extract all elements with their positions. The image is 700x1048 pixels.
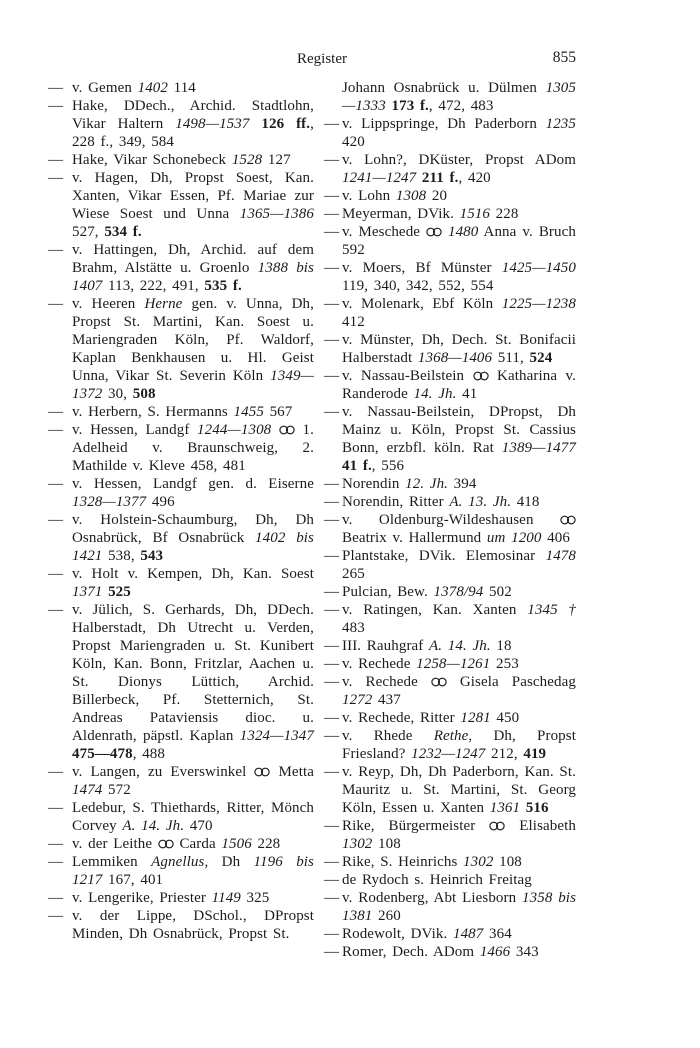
entry-text: v. Lippspringe, Dh Paderborn — [342, 116, 546, 132]
entry-text-italic: 1241—1247 — [342, 170, 417, 186]
entry-text: v. Rechede — [342, 674, 431, 690]
entry-text — [271, 422, 279, 438]
entry-text-italic: 1361 — [489, 800, 521, 816]
entry-text: Metta — [270, 764, 314, 780]
entry-text: Anna v. Bruch 592 — [342, 224, 576, 258]
entry-dash: — — [324, 188, 340, 204]
entry-dash: — — [324, 512, 340, 528]
entry-dash: — — [48, 908, 64, 924]
entry-text: v. Lengerike, Priester — [72, 890, 212, 906]
entry-text: Hake, Vikar Schonebeck — [72, 152, 232, 168]
index-entry — [324, 673, 576, 709]
marriage-symbol-icon — [473, 371, 489, 381]
index-entry — [324, 187, 576, 205]
entry-text-italic: 1388 bis 1407 — [72, 260, 314, 294]
entry-dash: — — [48, 80, 64, 96]
index-entry — [324, 817, 576, 853]
index-entry — [324, 943, 576, 961]
entry-dash: — — [324, 548, 340, 564]
entry-text: v. Nassau-Beilstein, DPropst, Dh Mainz u. Köln, Propst St. Cassius Bonn, erzbfl. köln. Rat — [342, 404, 576, 456]
entry-page-ref-bold: 534 f. — [104, 224, 142, 240]
entry-text: 418 — [511, 494, 540, 510]
entry-text: v. Gemen — [72, 80, 138, 96]
index-entry — [48, 907, 314, 943]
entry-dash: — — [324, 674, 340, 690]
entry-text: 228 — [251, 836, 281, 852]
page-header-title: Register — [297, 51, 347, 67]
index-entry — [324, 709, 576, 727]
entry-page-ref-bold: 543 — [140, 548, 164, 564]
entry-dash: — — [324, 602, 340, 618]
index-entry — [48, 889, 314, 907]
entry-page-ref-bold: 525 — [108, 584, 131, 600]
entry-text: 527, — [72, 224, 105, 240]
entry-text: , 488 — [132, 746, 166, 762]
entry-text: v. Meschede — [342, 224, 427, 240]
entry-dash: — — [324, 944, 340, 960]
entry-dash: — — [48, 512, 64, 528]
entry-text: 167, 401 — [102, 872, 164, 888]
index-columns — [48, 79, 576, 961]
entry-text: Hake, DDech., Archid. Stadtlohn, Vikar Haltern — [72, 98, 314, 132]
index-entry — [48, 565, 314, 601]
entry-text: v. Rechede, Ritter — [342, 710, 461, 726]
index-entry — [324, 223, 576, 259]
entry-text: 364 — [483, 926, 512, 942]
entry-text-italic: 1365—1386 — [239, 206, 314, 222]
entry-page-ref-bold: 516 — [525, 800, 549, 816]
entry-text-italic: 1474 — [72, 782, 103, 798]
marriage-symbol-icon — [254, 767, 270, 777]
index-entry — [48, 151, 314, 169]
entry-dash: — — [48, 296, 64, 312]
page-number: 855 — [552, 49, 576, 66]
entry-text: 406 — [541, 530, 570, 546]
entry-text: v. Lohn?, DKüster, Propst ADom — [342, 152, 576, 168]
entry-text: v. Jülich, S. Gerhards, Dh, DDech. Halberstadt, Dh Utrecht u. Verden, Propst Mariengraden u. St. Kunibert Köln, Kan. Bonn, Fritzlar, Aachen u. St. Dionys Lüttich, Archid. Billerbeck, Pf. Stetternich, St. Andreas Pataviensis dioc. u. Aldenrath, päpstl. Kaplan — [72, 602, 314, 744]
entry-text-italic: 1480 — [447, 224, 479, 240]
entry-dash: — — [324, 764, 340, 780]
entry-dash: — — [324, 818, 340, 834]
entry-dash: — — [324, 116, 340, 132]
entry-text-italic: 1232—1247 — [411, 746, 486, 762]
entry-dash: — — [324, 152, 340, 168]
entry-text: 496 — [146, 494, 175, 510]
entry-text: 127 — [262, 152, 291, 168]
entry-text: 18 — [490, 638, 512, 654]
entry-text-italic: Rethe — [433, 728, 469, 744]
entry-text-italic: A. 14. Jh. — [429, 638, 491, 654]
entry-dash: — — [324, 584, 340, 600]
entry-dash: — — [48, 152, 64, 168]
entry-text: Rike, Bürgermeister — [342, 818, 490, 834]
entry-text: , Dh — [204, 854, 254, 870]
entry-text: 260 — [372, 908, 401, 924]
entry-page-ref-bold: 419 — [523, 746, 547, 762]
entry-text-italic: 1281 — [460, 710, 491, 726]
entry-text: 420 — [342, 134, 365, 150]
entry-dash: — — [324, 872, 340, 888]
entry-text: Johann Osnabrück u. Dülmen — [342, 80, 546, 96]
index-entry — [48, 295, 314, 403]
index-entry — [324, 331, 576, 367]
entry-text-italic: 1258—1261 — [416, 656, 491, 672]
entry-text: v. Hattingen, Dh, Archid. auf dem Brahm, Alstätte u. Groenlo — [72, 242, 314, 276]
index-entry — [48, 835, 314, 853]
entry-text-italic: 1466 — [479, 944, 511, 960]
entry-text: 108 — [493, 854, 522, 870]
entry-text: 114 — [168, 80, 196, 96]
entry-dash: — — [324, 728, 340, 744]
entry-dash: — — [48, 242, 64, 258]
entry-text: 483 — [342, 620, 365, 636]
entry-dash: — — [48, 98, 64, 114]
entry-text-italic: 1358 bis 1381 — [342, 890, 577, 924]
entry-dash: — — [48, 890, 64, 906]
entry-text: v. Heeren — [72, 296, 145, 312]
entry-text: 470 — [184, 818, 213, 834]
entry-dash: — — [48, 170, 64, 186]
entry-text: v. Nassau-Beilstein — [342, 368, 473, 384]
entry-text: v. Hessen, Landgf — [72, 422, 198, 438]
entry-text-italic: 1425—1450 — [501, 260, 576, 276]
entry-text: v. Oldenburg-Wildeshausen — [342, 512, 560, 528]
entry-text: 20 — [426, 188, 448, 204]
entry-text-italic: 1328—1377 — [72, 494, 147, 510]
entry-dash: — — [324, 926, 340, 942]
entry-text: v. Rhede — [342, 728, 434, 744]
entry-text-italic: 1345 † — [527, 602, 576, 618]
entry-text-italic: 1308 — [395, 188, 427, 204]
entry-text-italic: 1302 — [463, 854, 494, 870]
entry-text-italic: 1455 — [233, 404, 264, 420]
index-entry — [324, 151, 576, 187]
entry-dash: — — [324, 638, 340, 654]
entry-page-ref-bold: 524 — [529, 350, 553, 366]
marriage-symbol-icon — [489, 821, 505, 831]
index-entry — [324, 115, 576, 151]
entry-text: Norendin, Ritter — [342, 494, 450, 510]
entry-text-italic: 1402 bis 1421 — [72, 530, 314, 564]
entry-text: v. Holstein-Schaumburg, Dh, Dh Osnabrück, Bf Osnabrück — [72, 512, 314, 546]
entry-text: 538, — [102, 548, 141, 564]
entry-text: Katharina v. Randerode — [342, 368, 576, 402]
entry-text: , 228 f., 349, 584 — [72, 116, 314, 150]
entry-text: gen. v. Unna, Dh, Propst St. Martini, Kan. Soest u. Mariengraden Köln, Pf. Waldorf, Kaplan Benkhausen u. Hl. Geist Unna, Vikar St. Severin Köln — [72, 296, 314, 384]
entry-page-ref-bold: 211 f. — [421, 170, 459, 186]
entry-text-italic: Herne — [144, 296, 183, 312]
entry-text-italic: 1516 — [459, 206, 491, 222]
entry-text-italic: 1389—1477 — [501, 440, 576, 456]
index-entry — [324, 205, 576, 223]
entry-dash: — — [48, 854, 64, 870]
entry-text: 567 — [263, 404, 293, 420]
entry-text: 119, 340, 342, 552, 554 — [342, 278, 494, 294]
index-entry — [324, 79, 576, 115]
entry-text: de Rydoch s. Heinrich Freitag — [342, 872, 532, 888]
entry-dash: — — [48, 566, 64, 582]
entry-text: Romer, Dech. ADom — [342, 944, 480, 960]
index-entry — [48, 511, 314, 565]
entry-text: Norendin — [342, 476, 406, 492]
index-entry — [324, 547, 576, 583]
entry-text: v. Münster, Dh, Dech. St. Bonifacii Halberstadt — [342, 332, 576, 366]
entry-dash: — — [324, 710, 340, 726]
index-entry — [48, 97, 314, 151]
entry-text: Gisela Paschedag — [446, 674, 576, 690]
entry-dash: — — [324, 368, 340, 384]
entry-text: v. Herbern, S. Hermanns — [72, 404, 234, 420]
entry-text: Pulcian, Bew. — [342, 584, 434, 600]
index-entry — [48, 169, 314, 241]
entry-page-ref-bold: 475—478 — [72, 746, 133, 762]
index-entry — [324, 925, 576, 943]
entry-text-italic: 1149 — [211, 890, 241, 906]
entry-text: v. der Leithe — [72, 836, 158, 852]
marriage-symbol-icon — [158, 839, 174, 849]
entry-page-ref-bold: 126 ff. — [261, 116, 311, 132]
index-entry — [48, 241, 314, 295]
entry-text: v. Reyp, Dh, Dh Paderborn, Kan. St. Mauritz u. St. Martini, St. Georg Köln, Essen u. Xanten — [342, 764, 576, 816]
entry-text: v. Rodenberg, Abt Liesborn — [342, 890, 523, 906]
index-entry — [48, 601, 314, 763]
entry-text: v. Lohn — [342, 188, 396, 204]
entry-text-italic: A. 13. Jh. — [449, 494, 512, 510]
entry-dash: — — [48, 764, 64, 780]
entry-text: v. Rechede — [342, 656, 417, 672]
entry-dash: — — [324, 332, 340, 348]
entry-text: 450 — [490, 710, 520, 726]
entry-dash: — — [324, 260, 340, 276]
entry-text: 108 — [372, 836, 401, 852]
entry-text — [249, 116, 261, 132]
column-right — [324, 79, 576, 961]
entry-text-italic: um 1200 — [486, 530, 542, 546]
entry-text: v. Ratingen, Kan. Xanten — [342, 602, 528, 618]
entry-text-italic: 1487 — [452, 926, 484, 942]
entry-text-italic: 1402 — [137, 80, 168, 96]
entry-text: Plantstake, DVik. Elemosinar — [342, 548, 546, 564]
entry-dash: — — [324, 404, 340, 420]
entry-dash: — — [48, 476, 64, 492]
entry-text: v. Hessen, Landgf gen. d. Eiserne — [72, 476, 314, 492]
entry-dash: — — [48, 404, 64, 420]
entry-text: Carda — [173, 836, 222, 852]
entry-text-italic: 1506 — [221, 836, 252, 852]
index-entry — [48, 421, 314, 475]
index-entry — [324, 259, 576, 295]
entry-text-italic: 1324—1347 — [239, 728, 314, 744]
entry-text-italic: 1196 bis 1217 — [72, 854, 314, 888]
entry-text: 572 — [102, 782, 131, 798]
entry-text-italic: 1528 — [231, 152, 263, 168]
entry-text: v. der Lippe, DSchol., DPropst Minden, Dh Osnabrück, Propst St. — [72, 908, 314, 942]
entry-text: 30, — [102, 386, 133, 402]
entry-dash: — — [324, 476, 340, 492]
entry-text-italic: 14. Jh. — [413, 386, 457, 402]
entry-page-ref-bold: 535 f. — [204, 278, 242, 294]
entry-text: Meyerman, DVik. — [342, 206, 460, 222]
entry-text: 502 — [483, 584, 512, 600]
entry-text: , Dh, Propst Friesland? — [342, 728, 576, 762]
entry-text: , 420 — [458, 170, 491, 186]
entry-text: 113, 222, 491, — [102, 278, 205, 294]
entry-dash: — — [324, 494, 340, 510]
entry-text: Ledebur, S. Thiethards, Ritter, Mönch Corvey — [72, 800, 314, 834]
entry-text-italic: 1368—1406 — [417, 350, 493, 366]
entry-text: 412 — [342, 314, 365, 330]
entry-text: 41 — [456, 386, 478, 402]
index-entry — [324, 511, 576, 547]
entry-text: 437 — [372, 692, 401, 708]
entry-text: v. Langen, zu Everswinkel — [72, 764, 255, 780]
index-entry — [324, 493, 576, 511]
entry-dash: — — [324, 854, 340, 870]
entry-text: v. Moers, Bf Münster — [342, 260, 502, 276]
entry-text: 325 — [240, 890, 270, 906]
entry-text-italic: 1498—1537 — [175, 116, 250, 132]
entry-text-italic: 1305—1333 — [342, 80, 576, 114]
entry-text-italic: 12. Jh. — [405, 476, 449, 492]
index-entry — [324, 889, 576, 925]
entry-text-italic: 1371 — [72, 584, 103, 600]
entry-text-italic: 1349—1372 — [72, 368, 314, 402]
index-entry — [48, 763, 314, 799]
index-entry — [324, 403, 576, 475]
entry-text: III. Rauhgraf — [342, 638, 430, 654]
index-entry — [324, 655, 576, 673]
entry-text: , 556 — [371, 458, 405, 474]
entry-text-italic: 1225—1238 — [501, 296, 576, 312]
entry-text: v. Holt v. Kempen, Dh, Kan. Soest — [72, 566, 314, 582]
entry-text: Elisabeth — [505, 818, 576, 834]
entry-text: Rodewolt, DVik. — [342, 926, 453, 942]
entry-page-ref-bold: 41 f. — [342, 458, 372, 474]
entry-dash: — — [48, 422, 64, 438]
entry-text: 228 — [490, 206, 519, 222]
page-header — [48, 50, 576, 68]
index-entry — [324, 853, 576, 871]
entry-dash: — — [324, 296, 340, 312]
index-entry — [48, 403, 314, 421]
page-content — [48, 50, 576, 961]
entry-text: 394 — [448, 476, 477, 492]
index-entry — [324, 763, 576, 817]
index-entry — [324, 583, 576, 601]
index-entry — [48, 79, 314, 97]
index-entry — [324, 727, 576, 763]
marriage-symbol-icon — [279, 425, 295, 435]
entry-page-ref-bold: 173 f. — [391, 98, 429, 114]
entry-text: 511, — [492, 350, 530, 366]
entry-text-italic: Agnellus — [151, 854, 205, 870]
column-left — [48, 79, 314, 961]
marriage-symbol-icon — [431, 677, 447, 687]
entry-page-ref-bold: 508 — [132, 386, 156, 402]
entry-text-italic: 1244—1308 — [197, 422, 272, 438]
entry-text: 253 — [490, 656, 519, 672]
entry-text: 265 — [342, 566, 365, 582]
entry-text: Lemmiken — [72, 854, 152, 870]
marriage-symbol-icon — [426, 227, 442, 237]
index-entry — [324, 295, 576, 331]
entry-text-italic: 1478 — [545, 548, 576, 564]
entry-dash: — — [324, 656, 340, 672]
entry-dash: — — [324, 890, 340, 906]
entry-text-italic: 1235 — [545, 116, 576, 132]
entry-text-italic: 1378/94 — [433, 584, 484, 600]
index-entry — [324, 475, 576, 493]
entry-text: v. Hagen, Dh, Propst Soest, Kan. Xanten, Vikar Essen, Pf. Mariae zur Wiese Soest und Unna — [72, 170, 314, 222]
entry-text: Beatrix v. Hallermund — [342, 530, 487, 546]
index-entry — [48, 475, 314, 511]
entry-text-italic: 1302 — [342, 836, 373, 852]
entry-dash: — — [324, 206, 340, 222]
index-entry — [324, 367, 576, 403]
entry-text: , 472, 483 — [428, 98, 494, 114]
entry-text: 1. Adelheid v. Braunschweig, 2. Mathilde v. Kleve 458, 481 — [72, 422, 314, 474]
marriage-symbol-icon — [560, 515, 576, 525]
entry-dash: — — [48, 602, 64, 618]
entry-dash: — — [48, 836, 64, 852]
entry-text: Rike, S. Heinrichs — [342, 854, 464, 870]
index-entry — [48, 853, 314, 889]
entry-text: v. Molenark, Ebf Köln — [342, 296, 502, 312]
entry-text: 212, — [485, 746, 524, 762]
entry-text-italic: A. 14. Jh. — [122, 818, 185, 834]
entry-dash: — — [324, 224, 340, 240]
entry-text: 343 — [510, 944, 539, 960]
entry-dash: — — [48, 800, 64, 816]
index-entry — [324, 871, 576, 889]
index-entry — [324, 601, 576, 637]
index-entry — [48, 799, 314, 835]
index-entry — [324, 637, 576, 655]
entry-text-italic: 1272 — [342, 692, 373, 708]
